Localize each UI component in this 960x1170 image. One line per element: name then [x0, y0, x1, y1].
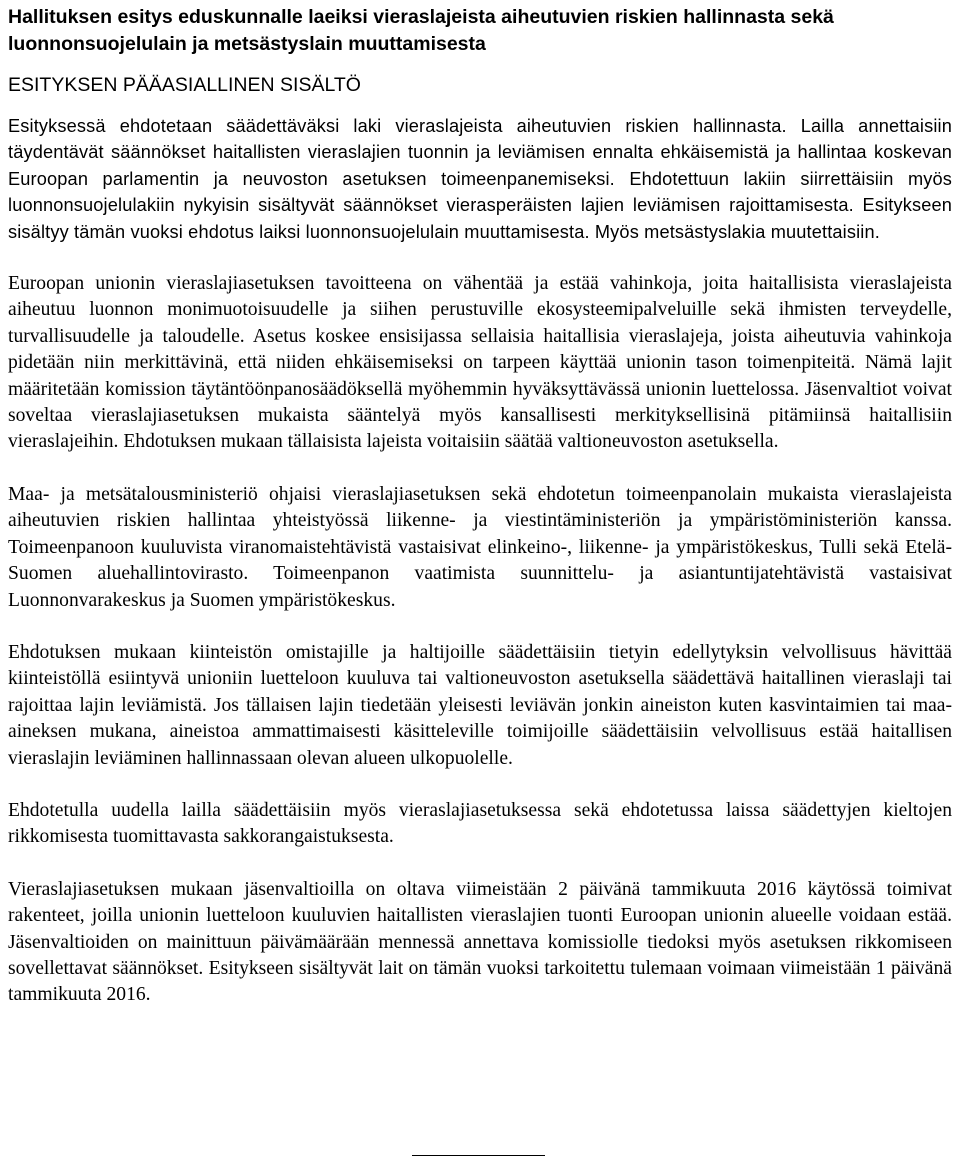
- paragraph-1: Esityksessä ehdotetaan säädettäväksi laki vieraslajeista aiheutuvien riskien hallinnasta. Lailla annettaisiin täydentävät säännökset haitallisten vieraslajien tuonnin ja leviämisen ennalta ehkäisemistä ja hallintaa koskevan Euroopan parlamentin ja neuvoston asetuksen toimeenpanemiseksi. Ehdotettuun lakiin siirrettäisiin myös luonnonsuojelulakiin nykyisin sisältyvät säännökset vierasperäisten lajien leviämisen rajoittamisesta. Esitykseen sisältyy tämän vuoksi ehdotus laiksi luonnonsuojelulain muuttamisesta. Myös metsästyslakia muutettaisiin.: [8, 116, 952, 242]
- paragraph-6: Vieraslajiasetuksen mukaan jäsenvaltioilla on oltava viimeistään 2 päivänä tammikuuta 2016 käytössä toimivat rakenteet, joilla unionin luetteloon kuuluvien haitallisten vieraslajien tuonti Euroopan unionin alueelle voidaan estää. Jäsenvaltioiden on mainittuun päivämäärään mennessä annettava komissiolle tiedoksi myös asetuksen rikkomiseen sovellettavat säännökset. Esitykseen sisältyvät lait on tämän vuoksi tarkoitettu tulemaan voimaan viimeistään 1 päivänä tammikuuta 2016.: [8, 878, 952, 1006]
- paragraph-4: Ehdotuksen mukaan kiinteistön omistajille ja haltijoille säädettäisiin tietyin edellytyksin velvollisuus hävittää kiinteistöllä esiintyvä unioniin luetteloon kuuluva tai valtioneuvoston asetuksella säädettävä haitallinen vieraslaji tai rajoittaa lajin leviämistä. Jos tällaisen lajin tiedetään yleisesti leviävän jonkin aineiston kuten kasvintaimien tai maa-aineksen mukana, aineistoa ammattimaisesti käsitteleville toimijoille säädettäisiin velvollisuus estää haitallisen vieraslajin leviäminen hallinnassaan olevan alueen ulkopuolelle.: [8, 641, 952, 769]
- document-page: [8, 0, 952, 1009]
- section-heading: ESITYKSEN PÄÄASIALLINEN SISÄLTÖ: [8, 74, 361, 96]
- paragraph-5: Ehdotetulla uudella lailla säädettäisiin myös vieraslajiasetuksessa sekä ehdotetussa laissa säädettyjen kieltojen rikkomisesta tuomittavasta sakkorangaistuksesta.: [8, 799, 952, 848]
- paragraph-2: Euroopan unionin vieraslajiasetuksen tavoitteena on vähentää ja estää vahinkoja, joita haitallisista vieraslajeista aiheutuu luonnon monimuotoisuudelle ja siihen perustuville ekosysteemipalveluille sekä ihmisten terveydelle, turvallisuudelle ja taloudelle. Asetus koskee ensisijassa sellaisia haitallisia vieraslajeja, joista aiheutuvia vahinkoja pidetään niin merkittävinä, että niiden ehkäisemiseksi on tarpeen käyttää unionin tason toimenpiteitä. Nämä lajit määritetään komission täytäntöönpanosäädöksellä myöhemmin hyväksyttävässä unionin luettelossa. Jäsenvaltiot voivat soveltaa vieraslajiasetuksen mukaista sääntelyä myös kansallisesti merkityksellisinä pitämiinsä haitallisiin vieraslajeihin. Ehdotuksen mukaan tällaisista lajeista voitaisiin säätää valtioneuvoston asetuksella.: [8, 273, 952, 453]
- footer-divider: [412, 1155, 545, 1156]
- document-title: Hallituksen esitys eduskunnalle laeiksi vieraslajeista aiheutuvien riskien hallinnasta sekä luonnonsuojelulain ja metsästyslain muuttamisesta: [8, 6, 834, 55]
- paragraph-3: Maa- ja metsätalousministeriö ohjaisi vieraslajiasetuksen sekä ehdotetun toimeenpanolain mukaista vieraslajeista aiheutuvien riskien hallintaa yhteistyössä liikenne- ja viestintäministeriön ja ympäristöministeriön kanssa. Toimeenpanoon kuuluvista viranomaistehtävistä vastaisivat elinkeino-, liikenne- ja ympäristökeskus, Tulli sekä Etelä-Suomen aluehallintovirasto. Toimeenpanon vaatimista suunnittelu- ja asiantuntijatehtävistä vastaisivat Luonnonvarakeskus ja Suomen ympäristökeskus.: [8, 483, 952, 611]
